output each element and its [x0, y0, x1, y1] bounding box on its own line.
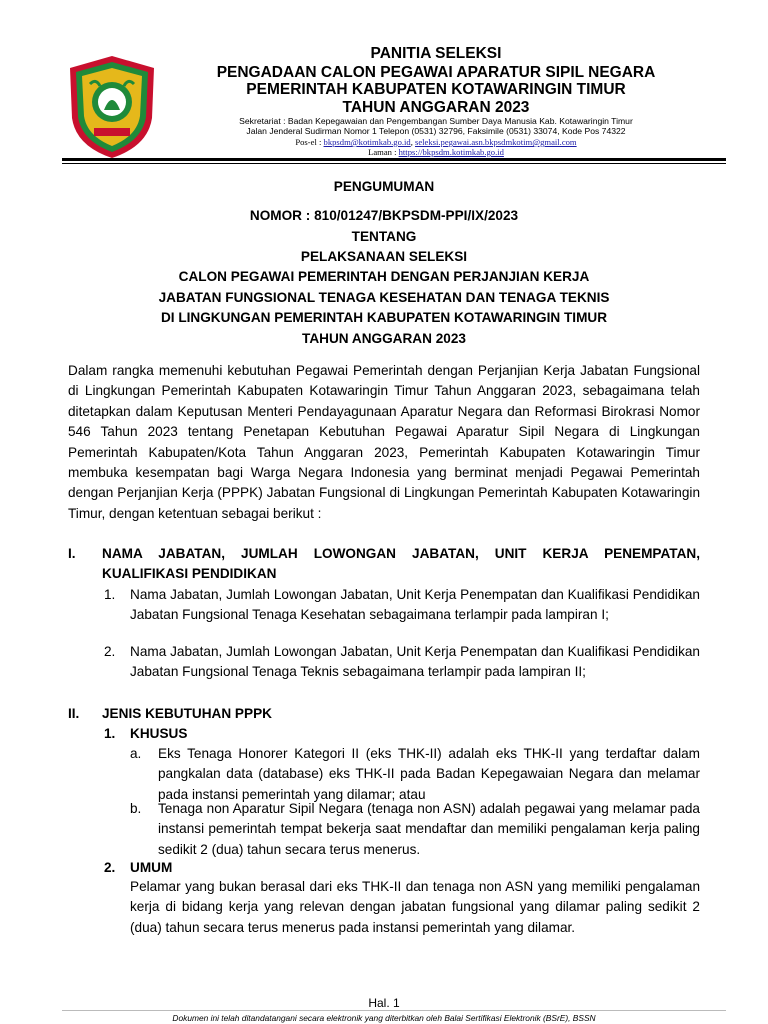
item-b-text: Tenaga non Aparatur Sipil Negara (tenaga non ASN) adalah pegawai yang melamar pada instansi pemerintah tempat bekerja saat mendaftar dan memiliki pengalaman kerja paling sedikit 2 (dua) tahun secara terus menerus.	[158, 801, 700, 857]
header-divider-thick	[62, 158, 726, 161]
subject-line-1: PELAKSANAAN SELEKSI	[300, 249, 468, 264]
subsection-2-title: UMUM	[130, 860, 173, 875]
subject-line-2: CALON PEGAWAI PEMERINTAH DENGAN PERJANJIAN KERJA	[178, 269, 590, 284]
subsection-2-text: Pelamar yang bukan berasal dari eks THK-II dan tenaga non ASN yang memiliki pengalaman kerja di bidang kerja yang relevan dengan jabatan fungsional yang dilamar paling sedikit 2 (dua) tahun secara terus menerus pada instansi pemerintah yang dilamar.	[130, 879, 700, 935]
intro-paragraph: Dalam rangka memenuhi kebutuhan Pegawai Pemerintah dengan Perjanjian Kerja Jabatan Fungsional di Lingkungan Pemerintah Kabupaten Kotawaringin Timur Tahun Anggaran 2023, sebagaimana telah ditetapkan dalam Keputusan Menteri Pendayagunaan Aparatur Negara dan Reformasi Birokrasi Nomor 546 Tahun 2023 tentang Penetapan Kebutuhan Pegawai Aparatur Sipil Negara di Lingkungan Pemerintah Kabupaten/Kota Tahun Anggaran 2023, Pemerintah Kabupaten Kotawaringin Timur membuka kesempatan bagi Warga Negara Indonesia yang berminat menjadi Pegawai Pemerintah dengan Perjanjian Kerja (PPPK) Jabatan Fungsional di Lingkungan Pemerintah Kabupaten Kotawaringin Timur, dengan ketentuan sebagai berikut :	[68, 363, 700, 521]
item-a-text: Eks Tenaga Honorer Kategori II (eks THK-II) adalah eks THK-II yang terdaftar dalam pangkalan data (database) eks THK-II pada Badan Kepegawaian Negara dan melamar pada instansi pemerintah yang dilamar; atau	[158, 746, 700, 802]
website-label: Laman :	[368, 147, 399, 157]
tentang-label: TENTANG	[351, 229, 417, 244]
procurement-title: PENGADAAN CALON PEGAWAI APARATUR SIPIL NEGARA	[216, 64, 656, 81]
section-1-number: I.	[68, 546, 76, 561]
subsection-1-number: 1.	[104, 726, 116, 741]
committee-title: PANITIA SELEKSI	[370, 45, 502, 62]
footer-divider	[62, 1010, 726, 1011]
page-number: Hal. 1	[368, 996, 400, 1010]
email-link-1[interactable]: bkpsdm@kotimkab.go.id	[323, 137, 411, 147]
regency-logo	[66, 54, 158, 160]
item-2-number: 2.	[104, 644, 116, 659]
website-line	[150, 147, 722, 158]
subject-line-5: TAHUN ANGGARAN 2023	[302, 331, 466, 346]
item-b-letter: b.	[130, 801, 142, 816]
subject-line-4: DI LINGKUNGAN PEMERINTAH KABUPATEN KOTAWARINGIN TIMUR	[160, 310, 608, 325]
government-title: PEMERINTAH KABUPATEN KOTAWARINGIN TIMUR	[246, 81, 626, 98]
item-1-text: Nama Jabatan, Jumlah Lowongan Jabatan, Unit Kerja Penempatan dan Kualifikasi Pendidikan Jabatan Fungsional Tenaga Kesehatan sebagaimana terlampir pada lampiran I;	[130, 587, 700, 623]
item-a-letter: a.	[130, 746, 142, 761]
subsection-1-title: KHUSUS	[130, 726, 188, 741]
secretariat-text: Sekretariat : Badan Kepegawaian dan Pengembangan Sumber Daya Manusia Kab. Kotawaringin Timur	[239, 116, 633, 126]
item-2-text: Nama Jabatan, Jumlah Lowongan Jabatan, Unit Kerja Penempatan dan Kualifikasi Pendidikan Jabatan Fungsional Tenaga Teknis sebagaimana terlampir pada lampiran II;	[130, 644, 700, 680]
document-number: NOMOR : 810/01247/BKPSDM-PPI/IX/2023	[249, 208, 519, 223]
signature-note: Dokumen ini telah ditandatangani secara elektronik yang diterbitkan oleh Balai Sertifikasi Elektronik (BSrE), BSSN	[172, 1013, 596, 1023]
email-line	[150, 137, 722, 148]
item-1-number: 1.	[104, 587, 116, 602]
fiscal-year-title: TAHUN ANGGARAN 2023	[342, 99, 530, 116]
header-divider-thin	[62, 163, 726, 164]
regency-emblem-icon	[66, 54, 158, 160]
email-separator: ,	[410, 137, 415, 147]
announcement-heading: PENGUMUMAN	[333, 179, 435, 194]
website-link[interactable]: https://bkpsdm.kotimkab.go.id	[398, 147, 504, 157]
email-label: Pos-el :	[295, 137, 324, 147]
section-2-number: II.	[68, 706, 80, 721]
subsection-2-number: 2.	[104, 860, 116, 875]
address-text: Jalan Jenderal Sudirman Nomor 1 Telepon (0531) 32796, Faksimile (0531) 33074, Kode Pos 74322	[246, 126, 626, 136]
section-1-title: NAMA JABATAN, JUMLAH LOWONGAN JABATAN, UNIT KERJA PENEMPATAN, KUALIFIKASI PENDIDIKAN	[102, 546, 700, 582]
subject-line-3: JABATAN FUNGSIONAL TENAGA KESEHATAN DAN TENAGA TEKNIS	[158, 290, 610, 305]
email-link-2[interactable]: seleksi.pegawai.asn.bkpsdmkotim@gmail.com	[415, 137, 577, 147]
section-2-title: JENIS KEBUTUHAN PPPK	[102, 706, 272, 721]
